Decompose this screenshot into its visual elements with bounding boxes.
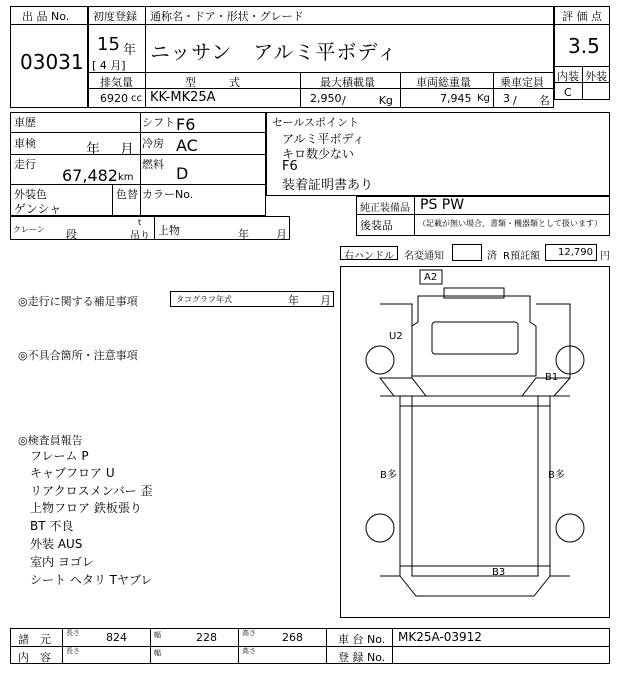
upper-month: 月 (276, 228, 287, 241)
shift-value: F6 (176, 115, 196, 134)
spec-divider-4 (493, 72, 494, 108)
sales-item: キロ数少ない (282, 147, 355, 161)
name-change-label: 名変通知 (404, 251, 444, 262)
damage-mark: B1 (545, 372, 559, 383)
details-row-2 (10, 154, 266, 155)
max-load: 2,950 (310, 92, 342, 105)
contents-label: 内 容 (18, 651, 51, 664)
upper-year: 年 (238, 228, 249, 241)
width-label-2: 幅 (154, 649, 161, 657)
history-label: 車歴 (14, 116, 36, 129)
rating-divider-1 (554, 24, 610, 25)
tacho-month: 月 (320, 294, 331, 307)
bed-right (550, 396, 570, 576)
inspector-item: BT 不良 (30, 519, 74, 533)
shift-label: シフト (142, 116, 175, 129)
model-name-label: 通称名・ドア・形状・グレード (150, 10, 304, 23)
footer-divider-v (326, 628, 327, 664)
gross-weight-unit: Kg (477, 93, 490, 104)
details-row-3 (10, 184, 266, 185)
height-value: 268 (282, 631, 303, 644)
crane-ton-unit: t (138, 218, 142, 227)
inspector-item: シート ヘタリ Tヤブレ (30, 573, 153, 587)
length-label: 長さ (66, 629, 80, 637)
damage-mark: B多 (548, 470, 565, 481)
r-deposit: 12,790 (558, 247, 593, 258)
length-label-2: 長さ (66, 647, 80, 655)
ac-value: AC (176, 136, 198, 155)
bed-floor (412, 396, 538, 576)
damage-mark: B多 (380, 470, 397, 481)
inspection-month: 月 (120, 142, 134, 158)
capacity: 3 (503, 92, 510, 105)
wheel-rear-left (366, 514, 394, 542)
rear-gate (400, 576, 550, 596)
spec-divider-3 (400, 72, 401, 108)
reg-no-label: 登 録 No. (338, 651, 386, 664)
wheel-rear-right (556, 514, 584, 542)
cab-outline (412, 296, 536, 376)
inspector-item: キャブフロア U (30, 466, 115, 480)
interior-grade: C (564, 86, 572, 99)
sales-label: セールスポイント (272, 116, 360, 129)
genuine-label: 純正装備品 (360, 203, 410, 214)
door-left (380, 378, 426, 396)
exterior-color: ゲンシャ (14, 202, 62, 216)
inspector-item: リアクロスメンバー 歪 (30, 484, 153, 498)
footer-divider-v (392, 628, 393, 664)
sales-item: F6 (282, 159, 298, 174)
capacity-label: 乗車定員 (500, 76, 544, 89)
displacement-unit: cc (131, 93, 142, 104)
inspector-label: ◎検査員報告 (18, 434, 83, 447)
fuel-label: 燃料 (142, 158, 164, 171)
tachograph-label: タコグラフ年式 (176, 295, 232, 304)
mileage: 67,482 (62, 166, 118, 185)
header-divider-v1 (145, 6, 146, 24)
header-divider-1 (88, 24, 554, 25)
header-divider-v2 (145, 24, 146, 72)
rating-divider-v (582, 66, 583, 100)
color-change-label: 色替 (116, 188, 138, 201)
load-label: 最大積載量 (320, 76, 375, 89)
gross-weight: 7,945 (440, 92, 472, 105)
mileage-label: 走行 (14, 158, 36, 171)
steering: 右ハンドル (344, 251, 394, 262)
name-change-box (452, 244, 482, 261)
width-value: 228 (196, 631, 217, 644)
bed-left (380, 396, 400, 576)
details-divider-v (140, 112, 141, 216)
reg-year: 15 (97, 34, 120, 55)
driving-notes-label: ◎走行に関する補足事項 (18, 295, 138, 308)
displacement-label: 排気量 (100, 76, 133, 89)
height-label-2: 高さ (242, 647, 256, 655)
vehicle-name: ニッサン アルミ平ボディ (150, 40, 398, 64)
model-label: 型 式 (185, 76, 240, 89)
inspector-item: 外装 AUS (30, 537, 83, 551)
aftermarket-label: 後装品 (360, 219, 393, 232)
reg-year-unit: 年 (123, 43, 137, 58)
spec-divider-2 (300, 72, 301, 108)
color-divider (112, 184, 113, 216)
length-value: 824 (106, 631, 127, 644)
lot-divider (10, 24, 88, 25)
max-load-unit: / Kg (342, 94, 393, 107)
reg-month: [ 4 月] (92, 59, 126, 72)
displacement-value: 6920 (100, 92, 128, 105)
footer-divider-v (150, 628, 151, 664)
sales-item: アルミ平ボディ (282, 132, 365, 146)
inspection-year: 年 (86, 142, 100, 158)
damage-mark: A2 (424, 272, 438, 283)
spec-divider-1 (145, 72, 146, 108)
sales-item: 装着証明書あり (282, 178, 374, 193)
footer-divider (10, 646, 610, 647)
upper-label: 上物 (158, 224, 180, 237)
crane-stage: 段 (66, 228, 77, 241)
details-row-1 (10, 132, 266, 133)
footer-divider-v (238, 628, 239, 664)
dims-label: 諸 元 (18, 633, 51, 646)
reconcile: 済 (487, 251, 497, 262)
crane-hanging: 吊り (130, 231, 150, 242)
lot-number: 03031 (20, 50, 84, 74)
chassis-label: 車 台 No. (338, 633, 386, 646)
equipment-divider (356, 214, 610, 215)
interior-label: 内装 (557, 70, 579, 83)
cab-wing-right (536, 304, 570, 378)
inspector-item: 上物フロア 鉄板張り (30, 501, 142, 515)
rating-value: 3.5 (568, 34, 600, 58)
crane-label: クレーン (13, 225, 45, 234)
footer-divider-v (62, 628, 63, 664)
height-label: 高さ (242, 629, 256, 637)
windshield (432, 322, 518, 354)
ac-label: 冷房 (142, 137, 164, 150)
lot-label: 出 品 No. (22, 10, 70, 23)
inspector-item: フレーム P (30, 449, 89, 463)
chassis-number: MK25A-03912 (398, 630, 482, 644)
truck-diagram (340, 266, 610, 618)
tacho-year: 年 (288, 294, 299, 307)
model-code: KK-MK25A (150, 90, 216, 105)
header-divider-2 (88, 72, 554, 73)
width-label: 幅 (154, 631, 161, 639)
damage-mark: B3 (492, 567, 506, 578)
r-deposit-label: R預託額 (503, 251, 540, 262)
aftermarket-note: （記載が無い場合、書類・機器類として扱います） (418, 219, 602, 228)
mileage-unit: km (118, 172, 134, 183)
first-reg-label: 初度登録 (93, 10, 137, 23)
damage-mark: U2 (389, 331, 403, 342)
wheel-front-left (366, 346, 394, 374)
gross-weight-label: 車両総重量 (416, 76, 471, 89)
fuel-value: D (176, 164, 189, 183)
r-deposit-unit: 円 (600, 251, 610, 262)
color-no-label: カラーNo. (142, 188, 194, 201)
crane-divider (154, 216, 155, 240)
inspector-item: 室内 ヨゴレ (30, 555, 94, 569)
capacity-unit: / 名 (513, 94, 550, 107)
exterior-color-label: 外装色 (14, 188, 47, 201)
defect-notes-label: ◎不具合箇所・注意事項 (18, 349, 138, 362)
rating-label: 評 価 点 (562, 10, 602, 23)
genuine-items: PS PW (420, 197, 465, 213)
exterior-label: 外装 (585, 70, 607, 83)
inspection-label: 車検 (14, 137, 36, 150)
equipment-divider-v (414, 196, 415, 236)
